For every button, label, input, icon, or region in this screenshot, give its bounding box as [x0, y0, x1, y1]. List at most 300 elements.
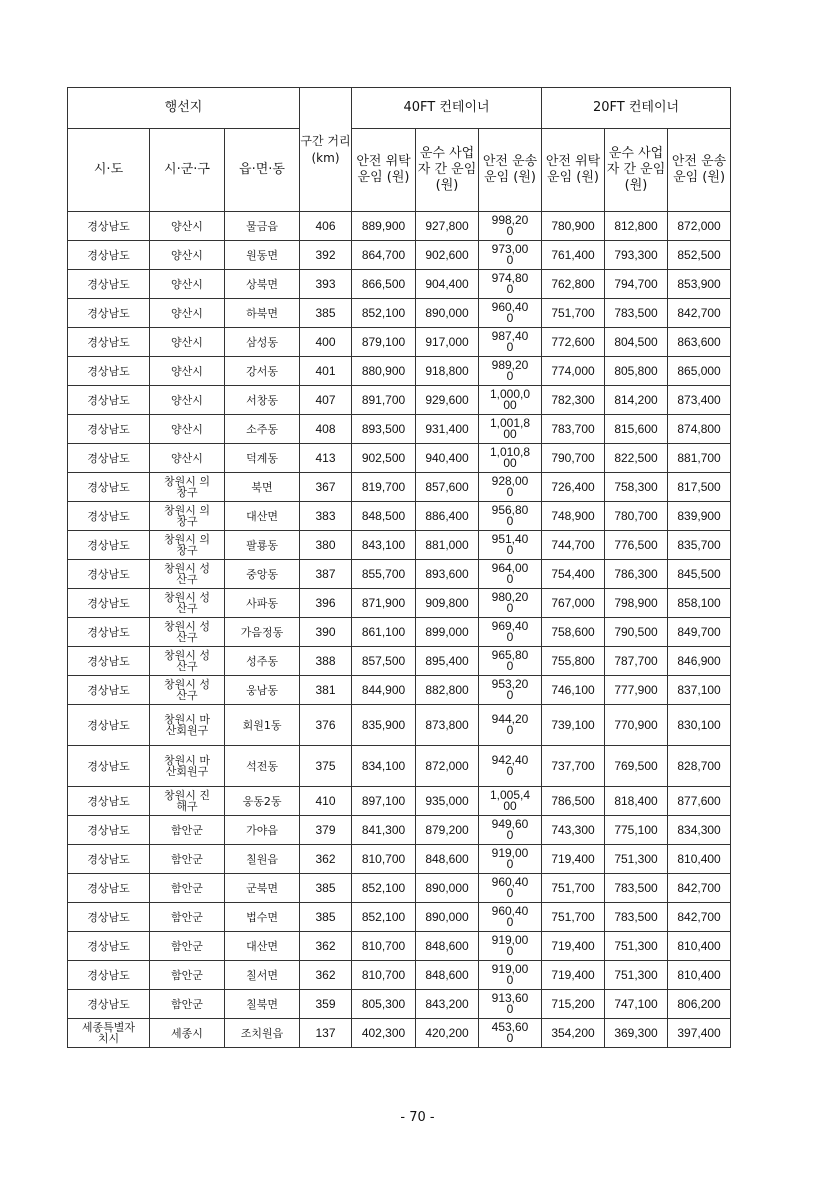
cell-province-text: 경상남도: [87, 422, 130, 436]
header-20ft-consigned-fee-label: 안전 위탁 운임 (원): [545, 154, 601, 185]
cell-fee-20ft-intercarrier-text: 818,400: [614, 793, 658, 808]
cell-fee-20ft-intercarrier: [605, 705, 668, 746]
cell-fee-40ft-transport-text: 942,400: [491, 753, 529, 778]
cell-fee-40ft-transport-text: 964,000: [491, 561, 529, 586]
cell-fee-20ft-consigned-text: 748,900: [551, 508, 595, 523]
cell-city: [150, 903, 225, 932]
cell-fee-20ft-transport-text: 837,100: [677, 682, 721, 697]
cell-fee-20ft-intercarrier: [605, 531, 668, 560]
cell-fee-40ft-consigned: [352, 502, 416, 531]
cell-fee-20ft-consigned-text: 782,300: [551, 392, 595, 407]
cell-distance: [300, 502, 352, 531]
cell-city: [150, 270, 225, 299]
cell-fee-20ft-intercarrier-text: 793,300: [614, 247, 658, 262]
cell-town-text: 상북면: [246, 277, 278, 291]
cell-fee-20ft-intercarrier: [605, 589, 668, 618]
cell-fee-20ft-transport-text: 842,700: [677, 880, 721, 895]
cell-fee-20ft-transport: [668, 328, 731, 357]
cell-fee-40ft-intercarrier-text: 843,200: [425, 996, 469, 1011]
cell-distance-text: 376: [315, 717, 336, 732]
cell-fee-20ft-intercarrier-text: 775,100: [614, 822, 658, 837]
cell-city-text: 함안군: [171, 881, 203, 895]
cell-fee-40ft-intercarrier-text: 893,600: [425, 566, 469, 581]
table-row: [68, 1019, 731, 1048]
cell-fee-20ft-transport-text: 806,200: [677, 996, 721, 1011]
cell-fee-20ft-consigned-text: 772,600: [551, 334, 595, 349]
cell-fee-20ft-transport: [668, 444, 731, 473]
cell-fee-40ft-transport: [479, 531, 542, 560]
cell-fee-40ft-intercarrier-text: 929,600: [425, 392, 469, 407]
cell-province-text: 경상남도: [87, 654, 130, 668]
cell-fee-40ft-consigned: [352, 746, 416, 787]
cell-fee-20ft-consigned: [542, 589, 605, 618]
cell-province-text: 경상남도: [87, 248, 130, 262]
cell-fee-20ft-intercarrier-text: 776,500: [614, 537, 658, 552]
cell-fee-40ft-consigned: [352, 816, 416, 845]
cell-fee-40ft-transport: [479, 705, 542, 746]
cell-fee-40ft-consigned-text: 893,500: [361, 421, 406, 436]
cell-fee-20ft-intercarrier: [605, 787, 668, 816]
cell-fee-20ft-consigned-text: 719,400: [551, 938, 595, 953]
cell-fee-20ft-transport: [668, 386, 731, 415]
header-20ft-transport-fee: [668, 129, 731, 212]
cell-town: [225, 932, 300, 961]
cell-distance: [300, 415, 352, 444]
cell-fee-40ft-consigned: [352, 386, 416, 415]
header-destination: 행선지: [68, 88, 300, 129]
cell-fee-20ft-transport-text: 830,100: [677, 717, 721, 732]
cell-fee-20ft-intercarrier-text: 815,600: [614, 421, 658, 436]
cell-fee-20ft-transport-text: 874,800: [677, 421, 721, 436]
cell-fee-40ft-consigned-text: 879,100: [361, 334, 406, 349]
cell-fee-40ft-consigned-text: 871,900: [361, 595, 406, 610]
cell-fee-40ft-consigned: [352, 874, 416, 903]
cell-fee-20ft-consigned: [542, 299, 605, 328]
cell-province: [68, 357, 150, 386]
table-row: [68, 647, 731, 676]
cell-fee-40ft-consigned-text: 402,300: [361, 1025, 406, 1040]
cell-fee-20ft-transport-text: 845,500: [677, 566, 721, 581]
cell-fee-40ft-intercarrier: [416, 270, 479, 299]
cell-town: [225, 746, 300, 787]
table-row: [68, 816, 731, 845]
cell-fee-20ft-transport-text: 877,600: [677, 793, 721, 808]
cell-city: [150, 589, 225, 618]
cell-fee-20ft-transport: [668, 932, 731, 961]
cell-fee-40ft-intercarrier-text: 890,000: [425, 305, 469, 320]
cell-province: [68, 845, 150, 874]
cell-town-text: 중앙동: [246, 567, 278, 581]
table-row: [68, 386, 731, 415]
cell-city-text: 양산시: [171, 422, 203, 436]
cell-fee-20ft-consigned-text: 783,700: [551, 421, 595, 436]
cell-town: [225, 502, 300, 531]
cell-fee-20ft-transport-text: 873,400: [677, 392, 721, 407]
cell-town: [225, 444, 300, 473]
cell-fee-20ft-consigned-text: 737,700: [551, 758, 595, 773]
cell-distance: [300, 961, 352, 990]
cell-fee-40ft-consigned-text: 855,700: [361, 566, 406, 581]
cell-fee-40ft-intercarrier: [416, 845, 479, 874]
cell-fee-20ft-transport: [668, 357, 731, 386]
cell-fee-40ft-transport: [479, 212, 542, 241]
cell-fee-40ft-consigned: [352, 676, 416, 705]
header-20ft-consigned-fee: [542, 129, 605, 212]
cell-fee-40ft-transport-text: 928,000: [491, 474, 529, 499]
cell-town: [225, 705, 300, 746]
cell-town: [225, 357, 300, 386]
cell-distance: [300, 676, 352, 705]
table-row: [68, 787, 731, 816]
cell-fee-20ft-consigned-text: 761,400: [551, 247, 595, 262]
cell-distance-text: 362: [315, 851, 336, 866]
cell-province-text: 경상남도: [87, 968, 130, 982]
cell-fee-40ft-intercarrier-text: 918,800: [425, 363, 469, 378]
cell-fee-40ft-intercarrier: [416, 647, 479, 676]
cell-city: [150, 961, 225, 990]
cell-fee-20ft-consigned-text: 758,600: [551, 624, 595, 639]
cell-distance: [300, 560, 352, 589]
table-row: [68, 990, 731, 1019]
cell-distance: [300, 787, 352, 816]
cell-fee-20ft-consigned: [542, 560, 605, 589]
cell-distance-text: 359: [315, 996, 336, 1011]
page-number: - 70 -: [400, 1110, 435, 1125]
cell-province-text: 경상남도: [87, 823, 130, 837]
cell-province: [68, 647, 150, 676]
table-row: [68, 270, 731, 299]
cell-fee-40ft-intercarrier-text: 917,000: [425, 334, 469, 349]
cell-city-text: 창원시 성산구: [163, 678, 210, 702]
cell-city: [150, 241, 225, 270]
cell-fee-20ft-intercarrier-text: 783,500: [614, 880, 658, 895]
cell-fee-40ft-intercarrier-text: 931,400: [425, 421, 469, 436]
cell-fee-40ft-consigned-text: 880,900: [361, 363, 406, 378]
cell-fee-40ft-consigned: [352, 1019, 416, 1048]
cell-city-text: 양산시: [171, 306, 203, 320]
cell-fee-20ft-consigned: [542, 357, 605, 386]
cell-fee-40ft-intercarrier: [416, 386, 479, 415]
cell-fee-20ft-transport-text: 846,900: [677, 653, 721, 668]
cell-fee-40ft-intercarrier: [416, 816, 479, 845]
cell-town-text: 군북면: [246, 881, 278, 895]
cell-distance: [300, 299, 352, 328]
cell-fee-20ft-transport-text: 849,700: [677, 624, 721, 639]
cell-fee-20ft-intercarrier-text: 769,500: [614, 758, 658, 773]
cell-fee-40ft-intercarrier: [416, 787, 479, 816]
cell-fee-40ft-transport-text: 989,200: [491, 358, 529, 383]
cell-city: [150, 212, 225, 241]
cell-fee-40ft-transport: [479, 618, 542, 647]
cell-fee-40ft-transport-text: 965,800: [491, 648, 529, 673]
cell-fee-20ft-intercarrier-text: 805,800: [614, 363, 658, 378]
cell-distance: [300, 647, 352, 676]
cell-fee-40ft-consigned-text: 810,700: [361, 851, 406, 866]
cell-fee-40ft-transport-text: 919,000: [491, 962, 529, 987]
cell-fee-20ft-intercarrier: [605, 618, 668, 647]
cell-fee-20ft-transport-text: 863,600: [677, 334, 721, 349]
cell-fee-40ft-intercarrier-text: 872,000: [425, 758, 469, 773]
cell-city: [150, 328, 225, 357]
cell-fee-20ft-intercarrier: [605, 328, 668, 357]
cell-distance-text: 385: [315, 909, 336, 924]
cell-city: [150, 618, 225, 647]
cell-town-text: 강서동: [246, 364, 278, 378]
cell-fee-40ft-transport: [479, 589, 542, 618]
cell-fee-20ft-transport-text: 810,400: [677, 851, 721, 866]
cell-fee-20ft-consigned-text: 767,000: [551, 595, 595, 610]
cell-fee-20ft-transport: [668, 618, 731, 647]
cell-city: [150, 502, 225, 531]
cell-fee-40ft-transport: [479, 473, 542, 502]
cell-town: [225, 299, 300, 328]
cell-distance: [300, 473, 352, 502]
cell-distance-text: 385: [315, 305, 336, 320]
cell-fee-20ft-consigned-text: 743,300: [551, 822, 595, 837]
cell-distance: [300, 444, 352, 473]
cell-fee-20ft-intercarrier: [605, 676, 668, 705]
cell-fee-40ft-transport-text: 1,001,800: [489, 416, 531, 441]
cell-fee-40ft-transport: [479, 932, 542, 961]
cell-province-text: 경상남도: [87, 567, 130, 581]
cell-town: [225, 816, 300, 845]
cell-distance-text: 407: [315, 392, 336, 407]
cell-fee-40ft-intercarrier: [416, 618, 479, 647]
cell-province-text: 경상남도: [87, 335, 130, 349]
cell-city-text: 창원시 성산구: [163, 591, 210, 615]
cell-fee-40ft-intercarrier-text: 886,400: [425, 508, 469, 523]
cell-fee-20ft-consigned: [542, 676, 605, 705]
cell-city: [150, 386, 225, 415]
cell-fee-40ft-consigned: [352, 589, 416, 618]
cell-distance-text: 390: [315, 624, 336, 639]
cell-province-text: 경상남도: [87, 364, 130, 378]
cell-fee-20ft-intercarrier: [605, 241, 668, 270]
cell-fee-20ft-transport-text: 397,400: [677, 1025, 721, 1040]
cell-distance: [300, 874, 352, 903]
cell-distance-text: 385: [315, 880, 336, 895]
cell-fee-20ft-transport: [668, 647, 731, 676]
cell-city-text: 함안군: [171, 852, 203, 866]
cell-fee-20ft-transport: [668, 746, 731, 787]
cell-fee-40ft-intercarrier-text: 890,000: [425, 909, 469, 924]
cell-province: [68, 932, 150, 961]
table-row: [68, 328, 731, 357]
cell-fee-40ft-intercarrier: [416, 560, 479, 589]
cell-fee-40ft-consigned: [352, 787, 416, 816]
cell-fee-40ft-intercarrier-text: 902,600: [425, 247, 469, 262]
cell-province-text: 경상남도: [87, 625, 130, 639]
cell-province: [68, 874, 150, 903]
cell-province-text: 경상남도: [87, 480, 130, 494]
cell-fee-20ft-intercarrier: [605, 845, 668, 874]
cell-distance: [300, 1019, 352, 1048]
cell-fee-40ft-consigned-text: 861,100: [361, 624, 406, 639]
cell-city-text: 양산시: [171, 364, 203, 378]
cell-fee-40ft-intercarrier: [416, 990, 479, 1019]
cell-fee-40ft-intercarrier-text: 848,600: [425, 851, 469, 866]
cell-town-text: 칠북면: [246, 997, 278, 1011]
cell-fee-20ft-transport: [668, 299, 731, 328]
cell-distance-text: 400: [315, 334, 336, 349]
table-row: [68, 746, 731, 787]
cell-fee-20ft-intercarrier: [605, 386, 668, 415]
cell-province: [68, 903, 150, 932]
cell-fee-20ft-intercarrier-text: 758,300: [614, 479, 658, 494]
cell-fee-40ft-transport: [479, 444, 542, 473]
cell-fee-40ft-consigned: [352, 473, 416, 502]
cell-city: [150, 1019, 225, 1048]
table-body: [68, 212, 731, 1048]
cell-province-text: 경상남도: [87, 509, 130, 523]
cell-town-text: 하북면: [246, 306, 278, 320]
cell-town: [225, 415, 300, 444]
cell-town-text: 덕계동: [246, 451, 278, 465]
cell-fee-20ft-consigned: [542, 903, 605, 932]
cell-fee-20ft-consigned-text: 751,700: [551, 909, 595, 924]
cell-fee-20ft-consigned: [542, 531, 605, 560]
cell-town: [225, 560, 300, 589]
cell-fee-40ft-transport: [479, 676, 542, 705]
cell-distance-text: 381: [315, 682, 336, 697]
table-row: [68, 241, 731, 270]
cell-town-text: 칠원읍: [246, 852, 278, 866]
cell-city: [150, 357, 225, 386]
cell-fee-20ft-transport: [668, 903, 731, 932]
header-province: 시·도: [68, 129, 150, 212]
header-distance: [300, 88, 352, 212]
cell-fee-40ft-consigned-text: 810,700: [361, 938, 406, 953]
cell-fee-40ft-consigned: [352, 903, 416, 932]
cell-fee-20ft-consigned: [542, 212, 605, 241]
cell-town: [225, 787, 300, 816]
cell-fee-20ft-transport-text: 817,500: [677, 479, 721, 494]
cell-fee-20ft-consigned-text: 790,700: [551, 450, 595, 465]
table-row: [68, 502, 731, 531]
cell-distance: [300, 270, 352, 299]
cell-distance: [300, 932, 352, 961]
cell-fee-20ft-intercarrier-text: 780,700: [614, 508, 658, 523]
cell-fee-20ft-consigned: [542, 874, 605, 903]
cell-fee-40ft-consigned-text: 835,900: [361, 717, 406, 732]
cell-city: [150, 845, 225, 874]
cell-fee-20ft-consigned: [542, 647, 605, 676]
cell-fee-20ft-consigned-text: 744,700: [551, 537, 595, 552]
cell-city: [150, 531, 225, 560]
cell-city-text: 함안군: [171, 939, 203, 953]
cell-province-text: 경상남도: [87, 219, 130, 233]
cell-distance-text: 408: [315, 421, 336, 436]
cell-town-text: 성주동: [246, 654, 278, 668]
table-row: [68, 845, 731, 874]
cell-fee-40ft-transport: [479, 357, 542, 386]
cell-fee-40ft-consigned: [352, 444, 416, 473]
cell-distance: [300, 212, 352, 241]
cell-town: [225, 990, 300, 1019]
cell-fee-40ft-consigned: [352, 212, 416, 241]
cell-town: [225, 961, 300, 990]
cell-city: [150, 415, 225, 444]
cell-fee-40ft-intercarrier-text: 895,400: [425, 653, 469, 668]
cell-town-text: 웅남동: [246, 683, 278, 697]
cell-town-text: 팔룡동: [246, 538, 278, 552]
cell-city: [150, 299, 225, 328]
cell-fee-40ft-intercarrier: [416, 531, 479, 560]
table-row: [68, 299, 731, 328]
cell-fee-20ft-consigned: [542, 746, 605, 787]
cell-distance: [300, 531, 352, 560]
table-row: [68, 415, 731, 444]
cell-province-text: 경상남도: [87, 538, 130, 552]
table-row: [68, 473, 731, 502]
cell-town-text: 소주동: [246, 422, 278, 436]
cell-fee-20ft-intercarrier: [605, 903, 668, 932]
cell-fee-20ft-consigned-text: 754,400: [551, 566, 595, 581]
cell-fee-40ft-transport-text: 1,000,000: [489, 387, 531, 412]
cell-fee-20ft-transport: [668, 816, 731, 845]
cell-fee-40ft-intercarrier-text: 848,600: [425, 967, 469, 982]
cell-city-text: 창원시 마산회원구: [163, 713, 210, 737]
cell-town-text: 원동면: [246, 248, 278, 262]
cell-fee-20ft-intercarrier: [605, 560, 668, 589]
cell-fee-20ft-transport: [668, 212, 731, 241]
cell-province: [68, 241, 150, 270]
cell-province-text: 경상남도: [87, 881, 130, 895]
cell-fee-20ft-intercarrier-text: 786,300: [614, 566, 658, 581]
cell-fee-20ft-consigned-text: 354,200: [551, 1025, 595, 1040]
cell-town-text: 대산면: [246, 509, 278, 523]
header-20ft-transport-fee-label: 안전 운송 운임 (원): [671, 154, 727, 185]
cell-distance-text: 410: [315, 793, 336, 808]
cell-distance-text: 362: [315, 967, 336, 982]
cell-fee-20ft-transport: [668, 241, 731, 270]
cell-fee-40ft-intercarrier: [416, 473, 479, 502]
cell-fee-20ft-transport: [668, 705, 731, 746]
cell-city: [150, 473, 225, 502]
cell-fee-40ft-intercarrier-text: 909,800: [425, 595, 469, 610]
cell-town-text: 북면: [251, 480, 273, 494]
cell-fee-40ft-intercarrier: [416, 444, 479, 473]
cell-town-text: 대산면: [246, 939, 278, 953]
cell-fee-20ft-consigned: [542, 241, 605, 270]
cell-fee-20ft-transport-text: 881,700: [677, 450, 721, 465]
cell-fee-40ft-consigned-text: 841,300: [361, 822, 406, 837]
cell-fee-20ft-transport: [668, 676, 731, 705]
cell-fee-20ft-intercarrier: [605, 299, 668, 328]
cell-fee-20ft-intercarrier-text: 770,900: [614, 717, 658, 732]
cell-fee-40ft-transport: [479, 502, 542, 531]
cell-province: [68, 746, 150, 787]
cell-fee-20ft-consigned: [542, 845, 605, 874]
cell-town-text: 사파동: [246, 596, 278, 610]
cell-province: [68, 502, 150, 531]
cell-fee-40ft-transport: [479, 386, 542, 415]
cell-fee-40ft-consigned: [352, 705, 416, 746]
cell-fee-40ft-transport: [479, 1019, 542, 1048]
cell-fee-20ft-transport-text: 839,900: [677, 508, 721, 523]
header-40ft-intercarrier-fee: [416, 129, 479, 212]
cell-fee-20ft-intercarrier: [605, 746, 668, 787]
cell-distance-text: 380: [315, 537, 336, 552]
cell-fee-40ft-transport-text: 951,400: [491, 532, 529, 557]
cell-city-text: 함안군: [171, 968, 203, 982]
cell-province: [68, 961, 150, 990]
cell-fee-40ft-consigned-text: 852,100: [361, 305, 406, 320]
header-town: 읍·면·동: [225, 129, 300, 212]
cell-fee-20ft-consigned-text: 751,700: [551, 305, 595, 320]
cell-town: [225, 473, 300, 502]
cell-fee-40ft-consigned-text: 864,700: [361, 247, 406, 262]
